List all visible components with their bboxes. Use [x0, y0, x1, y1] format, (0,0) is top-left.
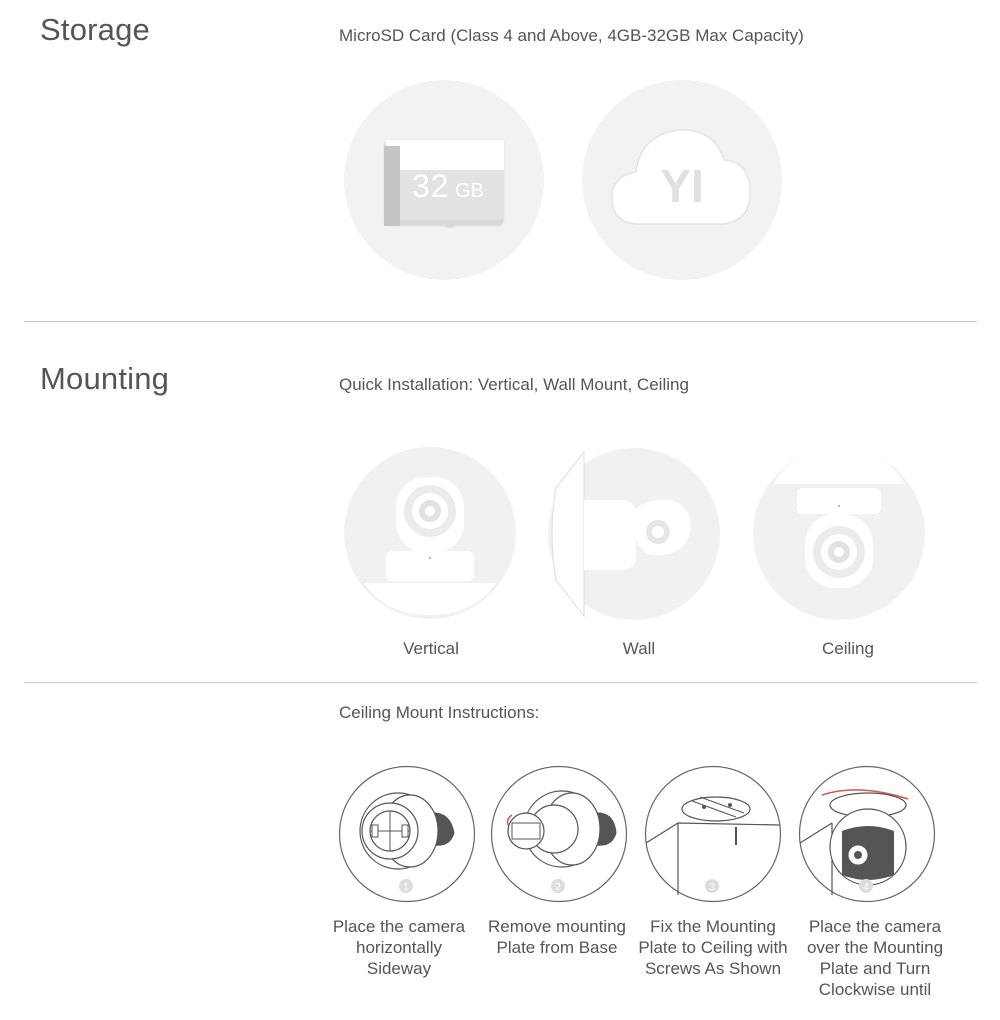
cloud-storage-icon	[582, 80, 782, 280]
storage-description: MicroSD Card (Class 4 and Above, 4GB-32GB Max Capacity)	[339, 26, 804, 45]
step-2-caption: Remove mounting Plate from Base	[488, 917, 626, 957]
step-1-caption: Place the camera horizontally Sideway	[332, 917, 466, 978]
mounting-description: Quick Installation: Vertical, Wall Mount, Ceiling	[339, 375, 689, 394]
section-divider-storage	[24, 321, 977, 322]
step-2-illustration	[490, 765, 628, 903]
step-4-illustration	[798, 765, 936, 903]
step-4-number: 4	[863, 882, 869, 893]
sd-card-unit: GB	[455, 180, 484, 202]
step-2-number: 2	[555, 882, 561, 893]
step-3-caption: Fix the Mounting Plate to Ceiling with Screws As Shown	[638, 917, 788, 978]
sd-card-capacity: 32	[412, 168, 450, 204]
camera-vertical-icon	[344, 447, 516, 619]
step-4-caption: Place the camera over the Mounting Plate and Turn Clockwise until	[806, 917, 944, 999]
section-divider-mounting	[24, 682, 977, 683]
camera-wall-icon	[548, 448, 720, 620]
step-3-number: 3	[709, 882, 715, 893]
step-1-number: 1	[403, 882, 409, 893]
mounting-section-title: Mounting	[40, 361, 170, 396]
storage-section-title: Storage	[40, 12, 150, 47]
mount-option-label-wall: Wall	[622, 639, 656, 658]
camera-ceiling-icon	[753, 448, 925, 620]
step-1-illustration	[338, 765, 476, 903]
ceiling-instructions-title: Ceiling Mount Instructions:	[339, 703, 540, 722]
mount-option-label-ceiling: Ceiling	[822, 639, 874, 658]
microsd-card-icon	[344, 80, 544, 280]
mount-option-label-vertical: Vertical	[403, 639, 459, 658]
cloud-logo-text: YI	[660, 160, 704, 212]
step-3-illustration	[644, 765, 782, 903]
